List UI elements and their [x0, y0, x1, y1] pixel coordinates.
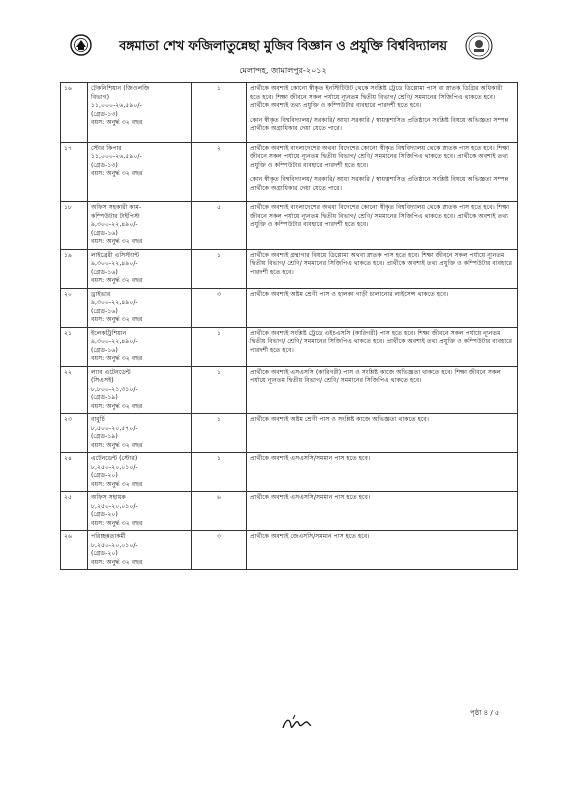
post-count: ১: [192, 366, 247, 414]
post-detail-line: ৮,৮০০-২১,৩১০/-: [91, 385, 138, 393]
post-detail-line: বিভাগ): [91, 93, 110, 101]
post-detail-line: (গ্রেড-২০): [91, 511, 118, 518]
qualification-requirements: [247, 249, 518, 288]
post-detail-line: (গ্রেড-২০): [91, 550, 118, 557]
post-detail-line: কম্পিউটার টাইপিস্ট: [91, 212, 140, 220]
post-details: [88, 202, 192, 250]
post-details: [88, 492, 192, 531]
post-detail-line: (গ্রেড-১৯): [91, 394, 118, 401]
table-body: [61, 83, 518, 570]
requirement-paragraph: প্রার্থীকে অবশ্যই এসএসসি (কারিগরী) পাস ও সংশ্লিষ্ট কাজে অভিজ্ঞতা থাকতে হবে। শিক্ষা জীবনে সকল পর্যায়ে ন্যূনতম দ্বিতীয় বিভাগ/ শ্রেণি/ সমমানের সিজিপিএ থাকতে হবে।: [250, 368, 501, 384]
post-details: [88, 142, 192, 202]
requirement-paragraph: প্রার্থীকে অবশ্যই সংশ্লিষ্ট ট্রেডে এইচএসসি (কারিগরী) পাস হতে হবে। শিক্ষা জীবনে সকল পর্যায়ে ন্যূনতম দ্বিতীয় বিভাগ/ শ্রেণি/ সমমানের সিজিপিএ থাকতে হবে। প্রার্থীকে অবশ্যই তথ্য প্রযুক্তি ও কম্পিউটার ব্যবহারে পারদর্শী হতে হবে।: [250, 329, 512, 354]
post-detail-line: স্টোর কিপার: [91, 144, 122, 152]
post-count: ৩: [192, 288, 247, 327]
post-detail-line: ৯,৩০০-২২,৪৯০/-: [91, 338, 138, 345]
serial-number: ১৯: [61, 249, 88, 288]
post-detail-line: বয়স: অনুর্দ্ধ ৩২ বছর: [91, 402, 143, 410]
post-details: [88, 83, 192, 143]
qualification-requirements: [247, 327, 518, 366]
qualification-requirements: [247, 414, 518, 453]
handwritten-signature-icon: [280, 712, 314, 734]
post-details: [88, 249, 192, 288]
qualification-requirements: [247, 531, 518, 570]
post-count: ১: [192, 249, 247, 288]
post-count: ১: [192, 414, 247, 453]
post-count: ১: [192, 327, 247, 366]
post-count: ৫: [192, 202, 247, 250]
post-detail-line: বয়স: অনুর্দ্ধ ৩২ বছর: [91, 519, 143, 527]
table-row: [61, 414, 518, 453]
qualification-requirements: [247, 83, 518, 143]
serial-number: ১৮: [61, 202, 88, 250]
university-title: বঙ্গমাতা শেখ ফজিলাতুন্নেছা মুজিব বিজ্ঞান ও প্রযুক্তি বিশ্ববিদ্যালয়: [119, 39, 447, 54]
requirement-paragraph: প্রার্থীকে অবশ্যই কোনো স্বীকৃত ইনস্টিটিউট থেকে সংশ্লিষ্ট ট্রেডে ডিপ্লোমা পাস বা স্নাতক ডিগ্রির অধিকারী হতে হবে। শিক্ষা জীবনে সকল পর্যায়ে ন্যূনতম দ্বিতীয় বিভাগ/ শ্রেণি/ সমমানের সিজিপিএ থাকতে হবে। প্রার্থীকে অবশ্যই তথ্য প্রযুক্তি ও কম্পিউটার ব্যবহারে পারদর্শী হতে হবে।: [250, 85, 503, 109]
post-details: [88, 453, 192, 492]
post-detail-line: (গ্রেড-১৩): [91, 161, 118, 169]
post-details: [88, 327, 192, 366]
table-row: [61, 142, 518, 202]
post-detail-line: ৯,৩০০-২২,৪৯০/-: [91, 260, 138, 267]
post-detail-line: টেকনিশিয়ান (জিওলজি: [91, 85, 150, 92]
table-row: [61, 202, 518, 250]
post-detail-line: ৮,২৫০-২০,০১০/-: [91, 541, 138, 549]
table-row: [61, 249, 518, 288]
post-detail-line: ৯,৩০০-২২,৪৯০/-: [91, 299, 138, 306]
university-seal-icon: [70, 34, 92, 56]
qualification-requirements: [247, 453, 518, 492]
qualification-requirements: [247, 288, 518, 327]
serial-number: ১৭: [61, 142, 88, 202]
table-row: [61, 327, 518, 366]
post-detail-line: ৮,২৫০-২০,০১০/-: [91, 463, 138, 471]
serial-number: ২৬: [61, 531, 88, 570]
post-detail-line: লাইব্রেরী এসিস্ট্যান্ট: [91, 251, 140, 259]
table-row: [61, 83, 518, 143]
post-detail-line: (গ্রেড-১৬): [91, 268, 118, 276]
qualification-requirements: [247, 366, 518, 414]
qualification-requirements: [247, 492, 518, 531]
post-count: ১: [192, 453, 247, 492]
post-detail-line: ইলেকট্রিশিয়ান: [91, 329, 127, 337]
post-detail-line: (সিএসই): [91, 377, 114, 384]
post-detail-line: (গ্রেড-১৬): [91, 307, 118, 315]
post-detail-line: (গ্রেড-১৩): [91, 110, 118, 118]
serial-number: ১৬: [61, 83, 88, 143]
post-detail-line: (গ্রেড-২০): [91, 472, 118, 479]
post-detail-line: বয়স: অনুর্দ্ধ ৩২ বছর: [91, 480, 143, 488]
post-details: [88, 366, 192, 414]
post-details: [88, 414, 192, 453]
page-number: পৃষ্ঠা ৪ / ৫: [470, 709, 500, 717]
post-detail-line: বয়স: অনুর্দ্ধ ৩২ বছর: [91, 316, 143, 323]
requirement-paragraph: প্রার্থীকে অবশ্যই বাংলাদেশের অথবা বিদেশের কোনো স্বীকৃত বিশ্ববিদ্যালয় থেকে স্নাতক পাস হতে হবে। শিক্ষা জীবনে সকল পর্যায়ে ন্যূনতম দ্বিতীয় বিভাগ/ শ্রেণি/ সমমানের সিজিপিএ থাকতে হবে। প্রার্থীকে অবশ্যই তথ্য প্রযুক্তি ও কম্পিউটার ব্যবহারে পারদর্শী হতে হবে।: [250, 144, 510, 169]
post-detail-line: ল্যাব এটেনডেন্ট: [91, 368, 131, 376]
requirement-paragraph: কোন স্বীকৃত বিশ্ববিদ্যালয়/ সরকারি/ আধা সরকারি / স্বায়ত্বশাসিত প্রতিষ্ঠানে সংশ্লিষ্ট বিষয়ে অভিজ্ঞতা সম্পন্ন প্রার্থীকে অগ্রাধিকার দেয়া যেতে পারে।: [250, 176, 509, 192]
post-detail-line: ড্রাইভার: [91, 290, 111, 298]
post-detail-line: অফিস সহায়ক: [91, 494, 126, 501]
post-details: [88, 531, 192, 570]
requirement-paragraph: প্রার্থীকে অবশ্যই গ্রন্থাগার বিষয়ে ডিপ্লোমা অথবা স্নাতক পাস হতে হবে। শিক্ষা জীবনে সকল পর্যায়ে ন্যূনতম দ্বিতীয় বিভাগ/ শ্রেণি/ সমমানের সিজিপিএ থাকতে হবে। প্রার্থীকে অবশ্যই তথ্য প্রযুক্তি ও কম্পিউটার ব্যবহারে পারদর্শী হতে হবে।: [250, 251, 512, 276]
post-detail-line: ৯,৩০০-২২,৪৯০/-: [91, 221, 138, 228]
post-count: ২: [192, 142, 247, 202]
qualification-requirements: [247, 142, 518, 202]
post-detail-line: (গ্রেড-১৯): [91, 433, 118, 440]
post-detail-line: অফিস সহকারী কাম-: [91, 204, 142, 211]
post-count: ৩: [192, 531, 247, 570]
requirement-paragraph: কোন স্বীকৃত বিশ্ববিদ্যালয়/ সরকারি/ আধা সরকারি / স্বায়ত্বশাসিত প্রতিষ্ঠানে সংশ্লিষ্ট বিষয়ে অভিজ্ঞতা সম্পন্ন প্রার্থীকে অগ্রাধিকার দেয়া যেতে পারে।: [250, 116, 509, 132]
table-row: [61, 453, 518, 492]
post-detail-line: ৮,২৫০-২০,০১০/-: [91, 502, 138, 510]
post-detail-line: বয়স: অনুর্দ্ধ ৩২ বছর: [91, 558, 143, 566]
post-detail-line: ১১,০০০-২৬,৫৯০/-: [91, 153, 142, 160]
post-detail-line: বয়স: অনুর্দ্ধ ৩২ বছর: [91, 119, 143, 126]
requirement-paragraph: প্রার্থীকে অবশ্যই এসএসসি/সমমান পাস হতে হবে।: [250, 494, 371, 501]
table-row: [61, 366, 518, 414]
post-detail-line: বয়স: অনুর্দ্ধ ৩২ বছর: [91, 355, 143, 362]
serial-number: ২০: [61, 288, 88, 327]
post-detail-line: বাবুর্চি: [91, 416, 105, 423]
post-detail-line: পরিচ্ছন্নতাকর্মী: [91, 533, 126, 540]
post-detail-line: ৮,৫০০-২০,৫৭০/-: [91, 424, 138, 432]
post-count: ৬: [192, 492, 247, 531]
post-detail-line: বয়স: অনুর্দ্ধ ৩২ বছর: [91, 238, 143, 245]
requirement-paragraph: প্রার্থীকে অবশ্যই বাংলাদেশের অথবা বিদেশের কোনো স্বীকৃত বিশ্ববিদ্যালয় থেকে স্নাতক পাস হতে হবে। শিক্ষা জীবনে সকল পর্যায়ে ন্যূনতম দ্বিতীয় বিভাগ/ শ্রেণি/ সমমানের সিজিপিএ থাকতে হবে। প্রার্থীকে অবশ্যই তথ্য প্রযুক্তি ও কম্পিউটার ব্যবহারে পারদর্শী হতে হবে।: [250, 204, 510, 228]
recruitment-table: [60, 82, 518, 570]
post-details: [88, 288, 192, 327]
requirement-paragraph: প্রার্থীকে অবশ্যই এসএসসি/সমমান পাস হতে হবে।: [250, 455, 371, 462]
round-emblem-icon: [465, 32, 493, 60]
requirement-paragraph: প্রার্থীকে অবশ্যই জেএসসি/সমমান পাস হতে হবে।: [250, 533, 370, 540]
requirement-paragraph: প্রার্থীকে অবশ্যই অষ্টম শ্রেণী পাস ও হালকা গাড়ী চালানোর লাইসেন্স থাকতে হবে।: [250, 290, 449, 298]
post-detail-line: বয়স: অনুর্দ্ধ ৩২ বছর: [91, 277, 143, 284]
qualification-requirements: [247, 202, 518, 250]
requirement-paragraph: প্রার্থীকে অবশ্যই অষ্টম শ্রেণী পাস ও সংশ্লিষ্ট কাজে অভিজ্ঞতা থাকতে হবে।: [250, 416, 429, 423]
serial-number: ২৪: [61, 453, 88, 492]
post-detail-line: ১১,০০০-২৬,৫৯০/-: [91, 102, 142, 109]
post-detail-line: (গ্রেড-১৬): [91, 346, 118, 354]
post-detail-line: (গ্রেড-১৬): [91, 229, 118, 237]
post-detail-line: এটেনডেন্ট (স্টোর): [91, 455, 138, 462]
university-address: মেলান্দহ, জামালপুর-২০১২: [239, 66, 327, 75]
table-row: [61, 288, 518, 327]
post-count: ১: [192, 83, 247, 143]
serial-number: ২৫: [61, 492, 88, 531]
serial-number: ২৩: [61, 414, 88, 453]
table-row: [61, 492, 518, 531]
serial-number: ২২: [61, 366, 88, 414]
table-row: [61, 531, 518, 570]
serial-number: ২১: [61, 327, 88, 366]
post-detail-line: বয়স: অনুর্দ্ধ ৩২ বছর: [91, 441, 143, 449]
post-detail-line: বয়স: অনুর্দ্ধ ৩২ বছর: [91, 170, 143, 177]
document-header: [0, 0, 566, 80]
